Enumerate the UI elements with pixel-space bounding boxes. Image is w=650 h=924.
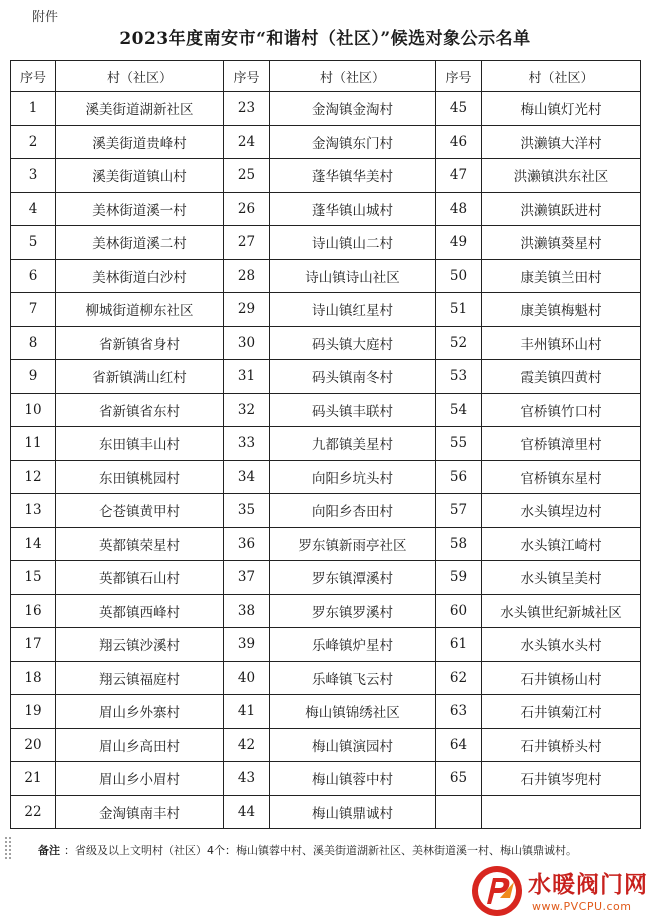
row-village-cell: 梅山镇鼎诚村 xyxy=(270,795,436,829)
watermark-site-name: 水暖阀门网 xyxy=(528,872,648,898)
page-title: 2023年度南安市“和谐村（社区）”候选对象公示名单 xyxy=(119,29,531,49)
table-row xyxy=(11,494,641,528)
table-row xyxy=(11,226,641,260)
table-row xyxy=(11,259,641,293)
row-index-cell: 25 xyxy=(224,159,270,193)
row-index-cell: 4 xyxy=(11,192,56,226)
row-village-cell: 金淘镇金淘村 xyxy=(270,92,436,126)
row-village-cell: 罗东镇潭溪村 xyxy=(270,561,436,595)
row-village-cell: 诗山镇山二村 xyxy=(270,226,436,260)
watermark-logo xyxy=(470,862,648,922)
row-index-cell: 32 xyxy=(224,393,270,427)
row-village-cell: 丰州镇环山村 xyxy=(482,326,641,360)
row-village-cell: 罗东镇罗溪村 xyxy=(270,594,436,628)
row-village-cell: 码头镇大庭村 xyxy=(270,326,436,360)
row-village-cell: 美林街道溪二村 xyxy=(56,226,224,260)
row-village-cell: 诗山镇红星村 xyxy=(270,293,436,327)
row-index-cell: 18 xyxy=(11,661,56,695)
row-village-cell: 石井镇岑兜村 xyxy=(482,762,641,796)
row-village-cell: 梅山镇演园村 xyxy=(270,728,436,762)
row-index-cell: 8 xyxy=(11,326,56,360)
footnote xyxy=(38,842,577,858)
row-village-cell: 梅山镇锦绣社区 xyxy=(270,695,436,729)
row-village-cell: 蓬华镇山城村 xyxy=(270,192,436,226)
row-village-cell: 美林街道白沙村 xyxy=(56,259,224,293)
footnote-text: ：省级及以上文明村（社区）4个：梅山镇蓉中村、溪美街道湖新社区、美林街道溪一村、梅山镇鼎诚村。 xyxy=(64,844,577,857)
row-village-cell: 英都镇荣星村 xyxy=(56,527,224,561)
column-header-village: 村（社区） xyxy=(270,61,436,92)
row-village-cell: 洪濑镇葵星村 xyxy=(482,226,641,260)
row-village-cell: 石井镇桥头村 xyxy=(482,728,641,762)
row-village-cell: 英都镇西峰村 xyxy=(56,594,224,628)
row-village-cell: 洪濑镇洪东社区 xyxy=(482,159,641,193)
row-index-cell: 39 xyxy=(224,628,270,662)
row-index-cell: 38 xyxy=(224,594,270,628)
row-index-cell: 11 xyxy=(11,427,56,461)
table-row xyxy=(11,360,641,394)
row-index-cell: 3 xyxy=(11,159,56,193)
row-index-cell: 28 xyxy=(224,259,270,293)
candidate-table xyxy=(10,60,641,829)
row-index-cell: 26 xyxy=(224,192,270,226)
table-header-row xyxy=(11,61,641,92)
row-index-cell: 49 xyxy=(436,226,482,260)
row-village-cell: 康美镇梅魁村 xyxy=(482,293,641,327)
row-index-cell: 46 xyxy=(436,125,482,159)
table-row xyxy=(11,192,641,226)
row-village-cell: 眉山乡高田村 xyxy=(56,728,224,762)
table-row xyxy=(11,695,641,729)
row-index-cell: 23 xyxy=(224,92,270,126)
row-index-cell: 1 xyxy=(11,92,56,126)
row-index-cell: 41 xyxy=(224,695,270,729)
row-index-cell: 34 xyxy=(224,460,270,494)
row-index-cell: 65 xyxy=(436,762,482,796)
row-village-cell: 向阳乡坑头村 xyxy=(270,460,436,494)
row-index-cell: 45 xyxy=(436,92,482,126)
column-header-index: 序号 xyxy=(224,61,270,92)
table-row xyxy=(11,293,641,327)
row-village-cell: 向阳乡杏田村 xyxy=(270,494,436,528)
row-village-cell: 翔云镇福庭村 xyxy=(56,661,224,695)
row-index-cell: 20 xyxy=(11,728,56,762)
table-row xyxy=(11,527,641,561)
table-row xyxy=(11,561,641,595)
margin-dots xyxy=(4,836,12,860)
row-village-cell: 溪美街道贵峰村 xyxy=(56,125,224,159)
row-index-cell: 48 xyxy=(436,192,482,226)
row-index-cell: 59 xyxy=(436,561,482,595)
row-index-cell: 33 xyxy=(224,427,270,461)
row-village-cell: 码头镇丰联村 xyxy=(270,393,436,427)
row-index-cell: 5 xyxy=(11,226,56,260)
table-row xyxy=(11,427,641,461)
row-village-cell: 溪美街道镇山村 xyxy=(56,159,224,193)
row-village-cell: 官桥镇漳里村 xyxy=(482,427,641,461)
table-row xyxy=(11,393,641,427)
row-village-cell: 省新镇省身村 xyxy=(56,326,224,360)
row-index-cell: 58 xyxy=(436,527,482,561)
row-village-cell: 罗东镇新雨亭社区 xyxy=(270,527,436,561)
table-row xyxy=(11,795,641,829)
table-body xyxy=(11,92,641,829)
row-village-cell: 石井镇菊江村 xyxy=(482,695,641,729)
column-header-village: 村（社区） xyxy=(482,61,641,92)
row-village-cell: 洪濑镇大洋村 xyxy=(482,125,641,159)
row-village-cell: 水头镇水头村 xyxy=(482,628,641,662)
table-row xyxy=(11,628,641,662)
row-village-cell: 水头镇世纪新城社区 xyxy=(482,594,641,628)
row-village-cell: 石井镇杨山村 xyxy=(482,661,641,695)
row-village-cell: 眉山乡外寨村 xyxy=(56,695,224,729)
row-index-cell: 29 xyxy=(224,293,270,327)
pipe-logo-icon xyxy=(470,864,524,918)
row-village-cell: 霞美镇四黄村 xyxy=(482,360,641,394)
row-village-cell: 水头镇呈美村 xyxy=(482,561,641,595)
row-village-cell: 东田镇丰山村 xyxy=(56,427,224,461)
column-header-index: 序号 xyxy=(436,61,482,92)
row-index-cell: 15 xyxy=(11,561,56,595)
row-index-cell: 40 xyxy=(224,661,270,695)
row-index-cell: 61 xyxy=(436,628,482,662)
row-index-cell: 62 xyxy=(436,661,482,695)
row-village-cell: 美林街道溪一村 xyxy=(56,192,224,226)
table-row xyxy=(11,460,641,494)
table-row xyxy=(11,326,641,360)
row-village-cell: 水头镇埕边村 xyxy=(482,494,641,528)
row-village-cell: 蓬华镇华美村 xyxy=(270,159,436,193)
table-row xyxy=(11,594,641,628)
table-row xyxy=(11,728,641,762)
row-village-cell: 金淘镇东门村 xyxy=(270,125,436,159)
row-village-cell: 东田镇桃园村 xyxy=(56,460,224,494)
row-index-cell: 57 xyxy=(436,494,482,528)
row-village-cell: 眉山乡小眉村 xyxy=(56,762,224,796)
row-index-cell: 31 xyxy=(224,360,270,394)
row-index-cell: 2 xyxy=(11,125,56,159)
row-index-cell: 27 xyxy=(224,226,270,260)
row-village-cell: 官桥镇竹口村 xyxy=(482,393,641,427)
row-index-cell: 13 xyxy=(11,494,56,528)
row-village-cell: 金淘镇南丰村 xyxy=(56,795,224,829)
row-village-cell: 梅山镇灯光村 xyxy=(482,92,641,126)
row-index-cell: 21 xyxy=(11,762,56,796)
row-index-cell: 24 xyxy=(224,125,270,159)
row-index-cell: 7 xyxy=(11,293,56,327)
row-index-cell: 52 xyxy=(436,326,482,360)
row-village-cell: 乐峰镇炉星村 xyxy=(270,628,436,662)
row-village-cell: 乐峰镇飞云村 xyxy=(270,661,436,695)
row-index-cell: 30 xyxy=(224,326,270,360)
row-index-cell: 55 xyxy=(436,427,482,461)
row-index-cell: 56 xyxy=(436,460,482,494)
row-index-cell: 44 xyxy=(224,795,270,829)
row-index-cell: 12 xyxy=(11,460,56,494)
row-index-cell: 6 xyxy=(11,259,56,293)
row-index-cell: 60 xyxy=(436,594,482,628)
row-village-cell: 官桥镇东星村 xyxy=(482,460,641,494)
row-index-cell: 47 xyxy=(436,159,482,193)
row-index-cell: 64 xyxy=(436,728,482,762)
table-row xyxy=(11,159,641,193)
row-index-cell: 9 xyxy=(11,360,56,394)
row-index-cell: 63 xyxy=(436,695,482,729)
row-index-cell: 22 xyxy=(11,795,56,829)
row-index-cell: 10 xyxy=(11,393,56,427)
table-row xyxy=(11,762,641,796)
column-header-index: 序号 xyxy=(11,61,56,92)
row-village-cell: 翔云镇沙溪村 xyxy=(56,628,224,662)
row-index-cell: 36 xyxy=(224,527,270,561)
row-village-cell: 溪美街道湖新社区 xyxy=(56,92,224,126)
row-index-cell: 19 xyxy=(11,695,56,729)
row-village-cell: 码头镇南冬村 xyxy=(270,360,436,394)
watermark-site-url: www.PVCPU.com xyxy=(532,900,632,913)
row-index-cell: 35 xyxy=(224,494,270,528)
row-index-cell: 54 xyxy=(436,393,482,427)
row-village-cell xyxy=(482,795,641,829)
table-row xyxy=(11,661,641,695)
row-village-cell: 省新镇满山红村 xyxy=(56,360,224,394)
row-index-cell xyxy=(436,795,482,829)
row-village-cell: 仑苍镇黄甲村 xyxy=(56,494,224,528)
row-village-cell: 省新镇省东村 xyxy=(56,393,224,427)
column-header-village: 村（社区） xyxy=(56,61,224,92)
row-index-cell: 16 xyxy=(11,594,56,628)
row-village-cell: 柳城街道柳东社区 xyxy=(56,293,224,327)
row-index-cell: 42 xyxy=(224,728,270,762)
row-index-cell: 53 xyxy=(436,360,482,394)
row-village-cell: 英都镇石山村 xyxy=(56,561,224,595)
row-index-cell: 51 xyxy=(436,293,482,327)
row-village-cell: 康美镇兰田村 xyxy=(482,259,641,293)
row-village-cell: 水头镇江崎村 xyxy=(482,527,641,561)
table-row xyxy=(11,92,641,126)
row-village-cell: 洪濑镇跃进村 xyxy=(482,192,641,226)
table-row xyxy=(11,125,641,159)
row-index-cell: 43 xyxy=(224,762,270,796)
row-index-cell: 37 xyxy=(224,561,270,595)
row-village-cell: 九都镇美星村 xyxy=(270,427,436,461)
row-index-cell: 50 xyxy=(436,259,482,293)
row-index-cell: 17 xyxy=(11,628,56,662)
row-village-cell: 诗山镇诗山社区 xyxy=(270,259,436,293)
attachment-label: 附件 xyxy=(32,10,59,25)
footnote-label: 备注 xyxy=(38,844,60,857)
row-village-cell: 梅山镇蓉中村 xyxy=(270,762,436,796)
row-index-cell: 14 xyxy=(11,527,56,561)
